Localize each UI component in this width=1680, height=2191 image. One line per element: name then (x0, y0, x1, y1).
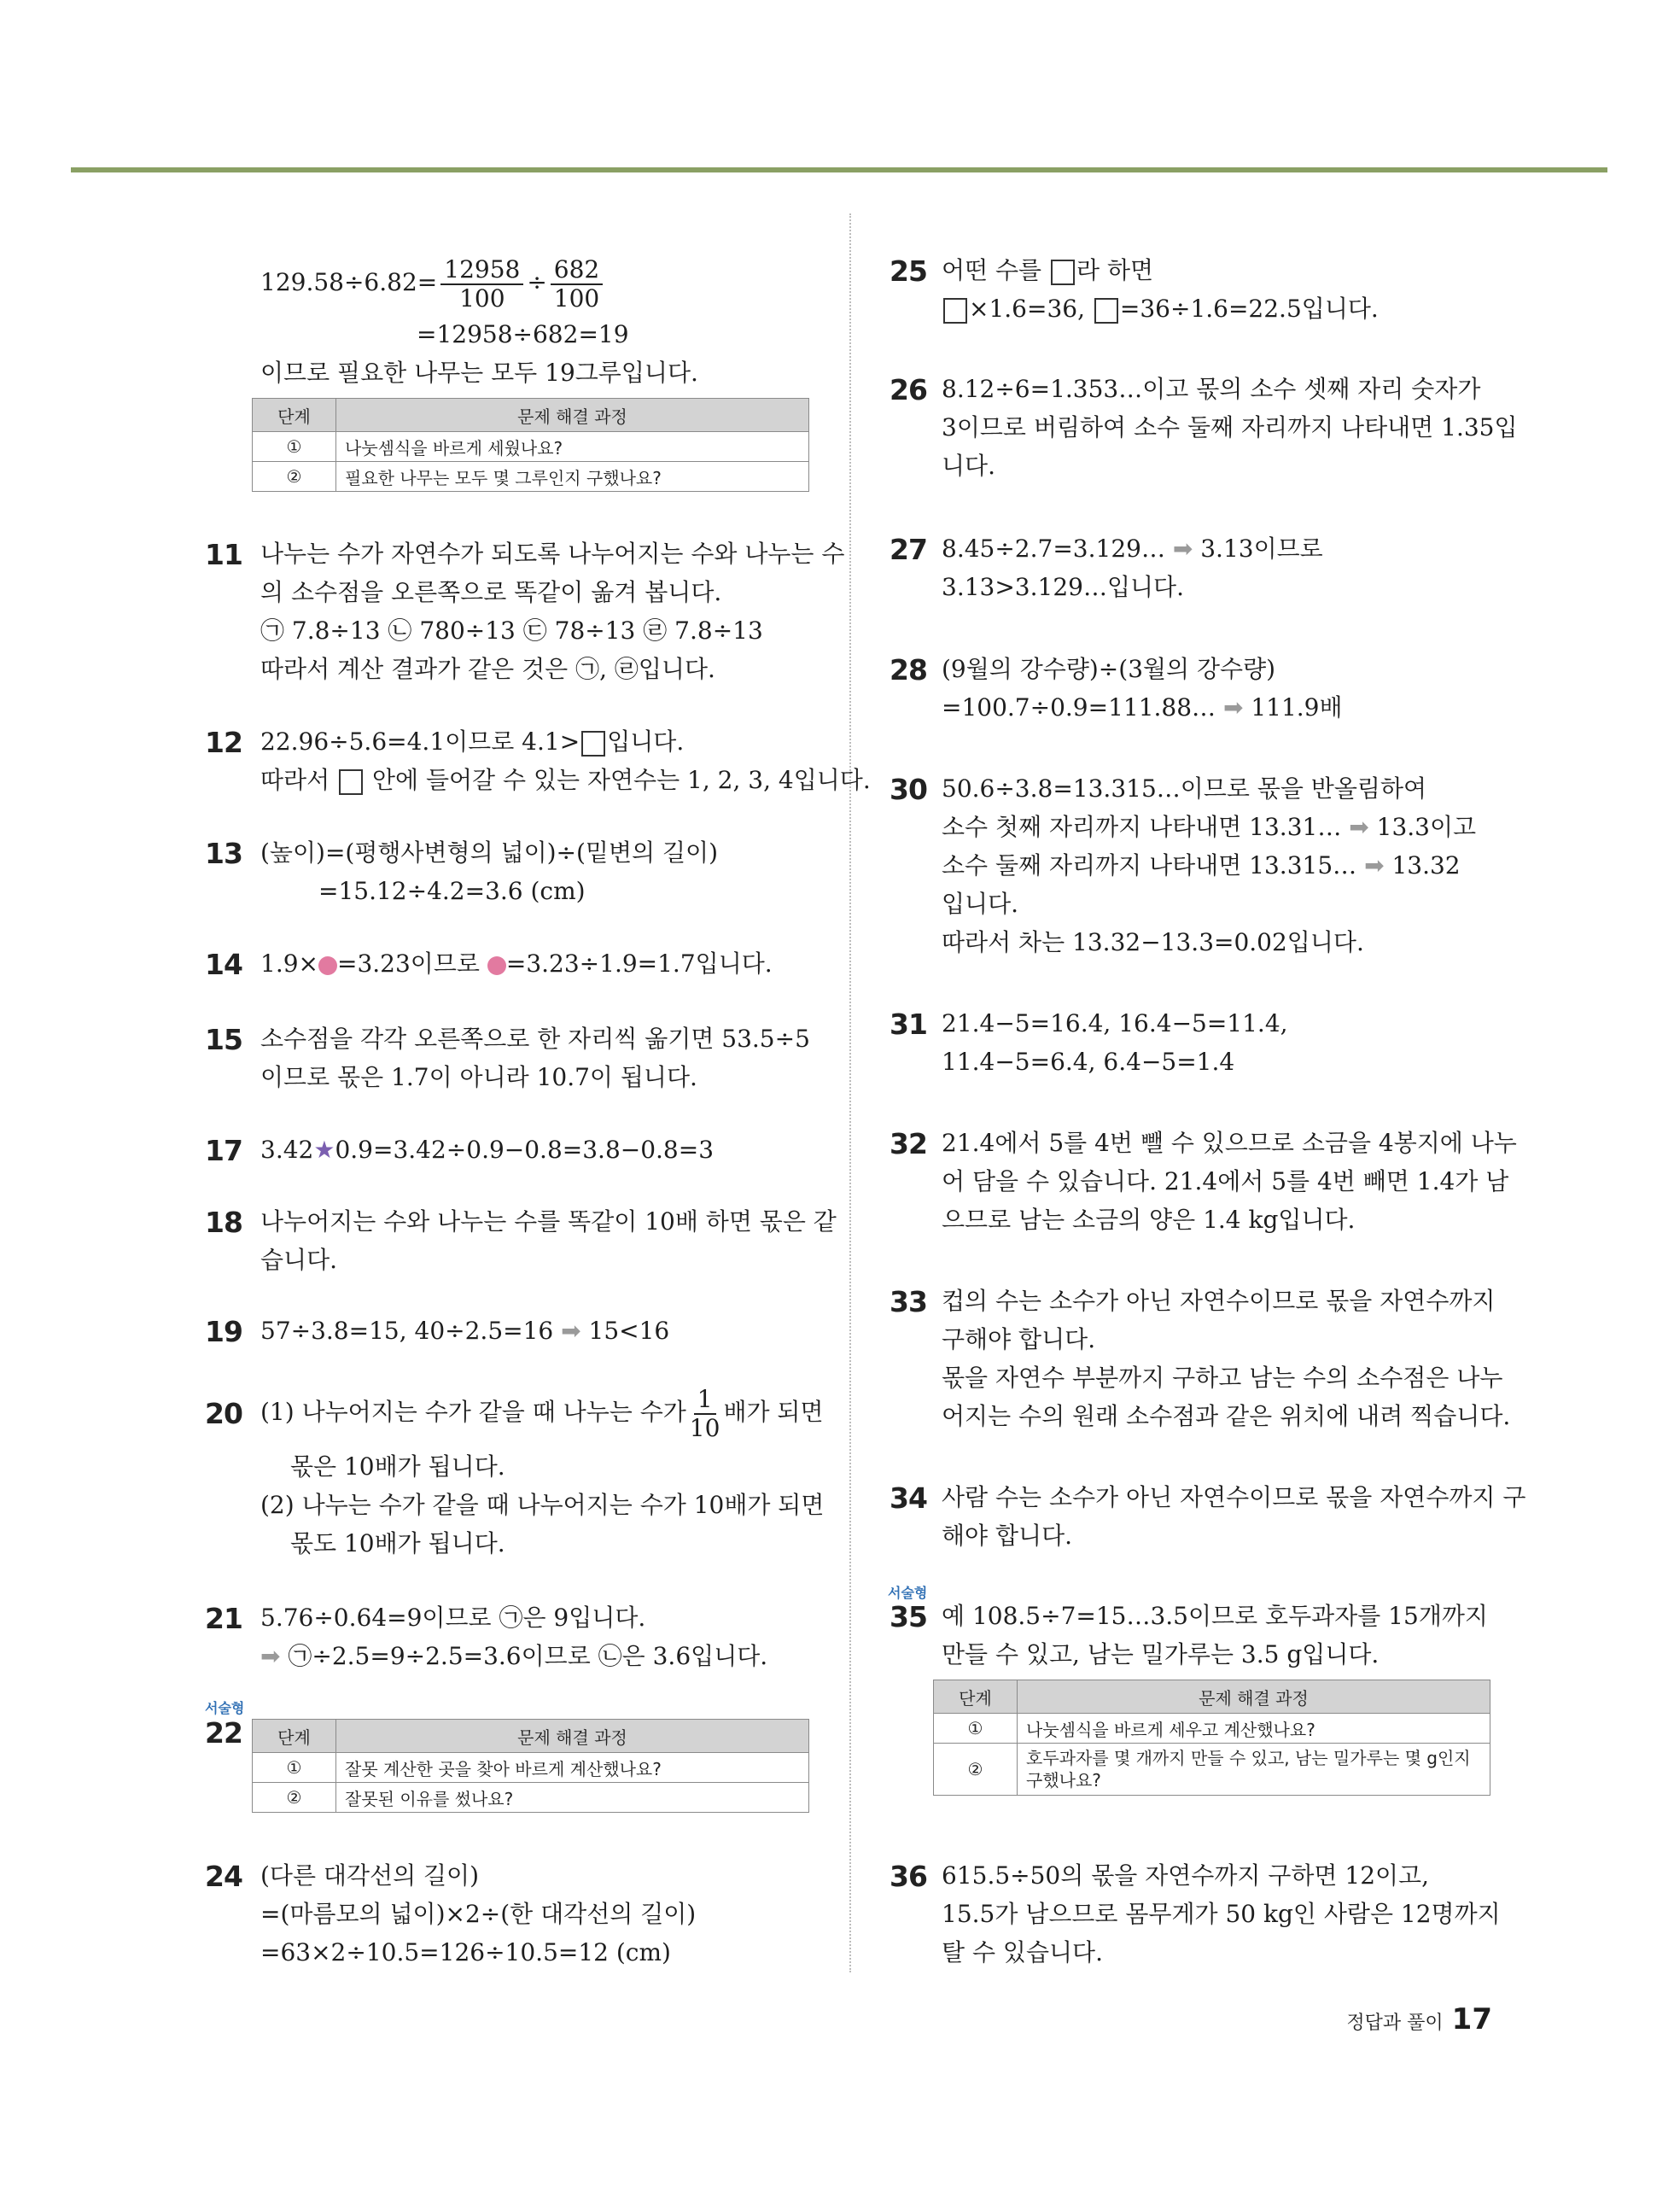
question-number: 35 (890, 1600, 927, 1633)
q11-line-2: 의 소수점을 오른쪽으로 똑같이 옮겨 봅니다. (260, 578, 722, 606)
q20-line-4: 몫도 10배가 됩니다. (290, 1529, 505, 1557)
b10-line-1: 129.58÷6.82= $\frac{12958}{100}$ ÷ $\frac{682}{100}$ (260, 253, 606, 313)
q18-line-1: 나누어지는 수와 나누는 수를 똑같이 10배 하면 몫은 같 (260, 1207, 837, 1236)
q27-line-2: 3.13>3.129…입니다. (942, 573, 1185, 601)
b10-line-3: 이므로 필요한 나무는 모두 19그루입니다. (260, 359, 698, 387)
q19-line-1: 57÷3.8=15, 40÷2.5=16 ➡ 15<16 (260, 1317, 670, 1345)
q25-line-2: ×1.6=36, =36÷1.6=22.5입니다. (942, 295, 1379, 324)
question-number: 26 (890, 373, 927, 406)
q26-line-3: 니다. (942, 452, 995, 480)
b10-line-2: =12958÷682=19 (417, 320, 629, 348)
q15-line-2: 이므로 몫은 1.7이 아니라 10.7이 됩니다. (260, 1063, 697, 1091)
q28-line-2: =100.7÷0.9=111.88… ➡ 111.9배 (942, 693, 1343, 722)
question-number: 12 (205, 726, 242, 759)
q11-line-4: 따라서 계산 결과가 같은 것은 ㉠, ㉣입니다. (260, 655, 715, 683)
question-number: 20 (205, 1397, 242, 1430)
q33-line-4: 어지는 수의 원래 소수점과 같은 위치에 내려 찍습니다. (942, 1402, 1511, 1430)
arrow-right-icon: ➡ (1349, 813, 1369, 841)
q30-line-2: 소수 첫째 자리까지 나타내면 13.31… ➡ 13.3이고 (942, 813, 1477, 841)
b10-expr: 129.58÷6.82= (260, 268, 438, 296)
q30-line-1: 50.6÷3.8=13.315…이므로 몫을 반올림하여 (942, 774, 1427, 803)
blank-box (339, 769, 363, 795)
q30-line-5: 따라서 차는 13.32−13.3=0.02입니다. (942, 928, 1364, 956)
q33-line-2: 구해야 합니다. (942, 1325, 1096, 1353)
q32-line-2: 어 담을 수 있습니다. 21.4에서 5를 4번 빼면 1.4가 남 (942, 1167, 1509, 1195)
question-number: 11 (205, 538, 242, 571)
column-divider (849, 213, 851, 1972)
footer-label: 정답과 풀이 (1346, 2013, 1444, 2034)
q34-line-1: 사람 수는 소수가 아닌 자연수이므로 몫을 자연수까지 구 (942, 1483, 1526, 1511)
arrow-right-icon: ➡ (260, 1642, 281, 1670)
arrow-right-icon: ➡ (1172, 535, 1193, 563)
q32-line-1: 21.4에서 5를 4번 뺄 수 있으므로 소금을 4봉지에 나누 (942, 1129, 1517, 1157)
question-number: 21 (205, 1602, 242, 1635)
q24-line-3: =63×2÷10.5=126÷10.5=12 (cm) (260, 1938, 671, 1966)
q20-line-2: 몫은 10배가 됩니다. (290, 1452, 505, 1481)
q12-line-2: 따라서 안에 들어갈 수 있는 자연수는 1, 2, 3, 4입니다. (260, 766, 871, 794)
q13-line-2: =15.12÷4.2=3.6 (cm) (318, 877, 586, 905)
fraction: $\frac{1}{10}$ (689, 1384, 720, 1442)
q33-line-3: 몫을 자연수 부분까지 구하고 남는 수의 소수점은 나누 (942, 1364, 1503, 1392)
q11-line-3: ㉠ 7.8÷13 ㉡ 780÷13 ㉢ 78÷13 ㉣ 7.8÷13 (260, 616, 763, 645)
question-number: 31 (890, 1008, 927, 1041)
question-number: 17 (205, 1134, 242, 1167)
q21-line-2: ➡ ㉠÷2.5=9÷2.5=3.6이므로 ㉡은 3.6입니다. (260, 1642, 768, 1670)
descriptive-tag: 서술형 (205, 1700, 245, 1716)
question-number: 28 (890, 653, 927, 687)
question-number: 13 (205, 837, 242, 870)
q36-line-2: 15.5가 남으므로 몸무게가 50 kg인 사람은 12명까지 (942, 1900, 1501, 1928)
q11-line-1: 나누는 수가 자연수가 되도록 나누어지는 수와 나누는 수 (260, 540, 845, 568)
blank-box (1051, 260, 1075, 285)
q20-line-3: (2) 나누는 수가 같을 때 나누어지는 수가 10배가 되면 (260, 1491, 825, 1519)
question-number: 34 (890, 1481, 927, 1515)
q24-line-1: (다른 대각선의 길이) (260, 1861, 480, 1890)
arrow-right-icon: ➡ (1364, 851, 1385, 879)
step-table-10: 단계 문제 해결 과정 ① 나눗셈식을 바르게 세웠나요? ② 필요한 나무는 모두 몇 그루인지 구했나요? (252, 398, 809, 492)
circle-symbol-icon (487, 956, 506, 975)
q17-line-1: 3.42★0.9=3.42÷0.9−0.8=3.8−0.8=3 (260, 1136, 715, 1164)
q20-line-1: (1) 나누어지는 수가 같을 때 나누는 수가 $\frac{1}{10}$ 배가 되면 (260, 1384, 824, 1442)
q14-line-1: 1.9× =3.23이므로 =3.23÷1.9=1.7입니다. (260, 949, 773, 978)
top-rule (71, 167, 1607, 172)
q26-line-2: 3이므로 버림하여 소수 둘째 자리까지 나타내면 1.35입 (942, 413, 1518, 441)
q30-line-4: 입니다. (942, 890, 1019, 918)
q25-line-1: 어떤 수를 라 하면 (942, 256, 1154, 284)
q15-line-1: 소수점을 각각 오른쪽으로 한 자리씩 옮기면 53.5÷5 (260, 1025, 810, 1053)
descriptive-tag: 서술형 (888, 1585, 928, 1601)
arrow-right-icon: ➡ (561, 1317, 581, 1345)
question-number: 36 (890, 1860, 927, 1893)
star-symbol-icon: ★ (313, 1136, 335, 1164)
q30-line-3: 소수 둘째 자리까지 나타내면 13.315… ➡ 13.32 (942, 851, 1461, 879)
q34-line-2: 해야 합니다. (942, 1522, 1073, 1550)
step-table-22: 단계 문제 해결 과정 ① 잘못 계산한 곳을 찾아 바르게 계산했나요? ② 잘못된 이유를 썼나요? (252, 1719, 809, 1813)
blank-box (1094, 298, 1118, 324)
question-number: 18 (205, 1206, 242, 1239)
q27-line-1: 8.45÷2.7=3.129… ➡ 3.13이므로 (942, 535, 1323, 563)
q36-line-3: 탈 수 있습니다. (942, 1938, 1103, 1966)
question-number: 25 (890, 254, 927, 288)
q32-line-3: 으므로 남는 소금의 양은 1.4 kg입니다. (942, 1206, 1356, 1234)
question-number: 27 (890, 533, 927, 566)
question-number: 22 (205, 1716, 242, 1750)
question-number: 15 (205, 1023, 242, 1056)
q28-line-1: (9월의 강수량)÷(3월의 강수량) (942, 655, 1276, 683)
q21-line-1: 5.76÷0.64=9이므로 ㉠은 9입니다. (260, 1604, 646, 1632)
fraction: $\frac{682}{100}$ (551, 256, 603, 313)
question-number: 14 (205, 948, 242, 981)
blank-box (943, 298, 967, 324)
question-number: 19 (205, 1315, 242, 1348)
q35-line-2: 만들 수 있고, 남는 밀가루는 3.5 g입니다. (942, 1640, 1380, 1668)
q13-line-1: (높이)=(평행사변형의 넓이)÷(밑변의 길이) (260, 838, 718, 867)
question-number: 24 (205, 1860, 242, 1893)
q31-line-2: 11.4−5=6.4, 6.4−5=1.4 (942, 1048, 1235, 1076)
q12-line-1: 22.96÷5.6=4.1이므로 4.1> 입니다. (260, 727, 685, 756)
q35-line-1: 예 108.5÷7=15…3.5이므로 호두과자를 15개까지 (942, 1602, 1488, 1630)
fraction: $\frac{12958}{100}$ (440, 256, 523, 313)
blank-box (581, 731, 605, 757)
question-number: 32 (890, 1127, 927, 1160)
page-footer (1346, 2002, 1492, 2036)
q31-line-1: 21.4−5=16.4, 16.4−5=11.4, (942, 1009, 1288, 1037)
step-table-35: 단계 문제 해결 과정 ① 나눗셈식을 바르게 세우고 계산했나요? ② 호두과자를 몇 개까지 만들 수 있고, 남는 밀가루는 몇 g인지 구했나요? (933, 1680, 1490, 1796)
question-number: 33 (890, 1285, 927, 1318)
circle-symbol-icon (318, 956, 337, 975)
q24-line-2: =(마름모의 넓이)×2÷(한 대각선의 길이) (260, 1900, 697, 1928)
q33-line-1: 컵의 수는 소수가 아닌 자연수이므로 몫을 자연수까지 (942, 1287, 1496, 1315)
q26-line-1: 8.12÷6=1.353…이고 몫의 소수 셋째 자리 숫자가 (942, 375, 1481, 403)
page-number: 17 (1451, 2002, 1492, 2036)
arrow-right-icon: ➡ (1222, 693, 1244, 722)
question-number: 30 (890, 773, 927, 806)
q18-line-2: 습니다. (260, 1246, 338, 1274)
q36-line-1: 615.5÷50의 몫을 자연수까지 구하면 12이고, (942, 1861, 1430, 1890)
